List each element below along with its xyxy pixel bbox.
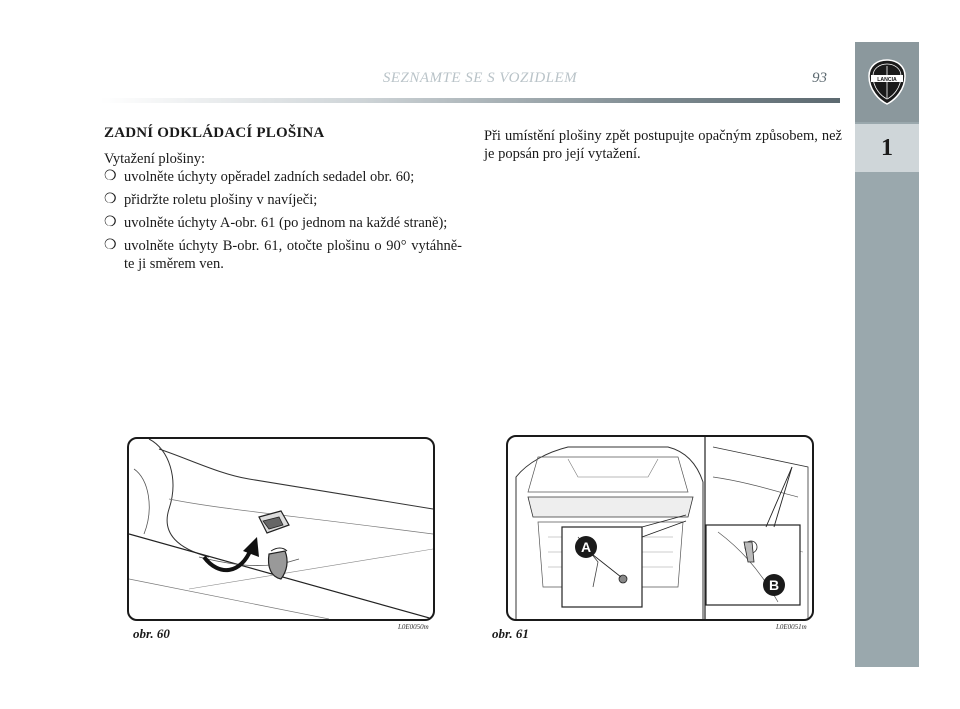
page-number: 93: [812, 70, 827, 86]
intro-text: Vytažení plošiny:: [104, 151, 206, 167]
svg-text:B: B: [768, 577, 780, 593]
bullet-circle-icon: ❍: [104, 169, 117, 184]
figure-60-code: L0E0050m: [398, 623, 429, 631]
steps-list: [104, 168, 462, 273]
chapter-number: 1: [855, 124, 919, 172]
bullet-circle-icon: ❍: [104, 192, 117, 207]
svg-text:A: A: [580, 539, 592, 555]
list-item: ❍ uvolněte úchyty A-obr. 61 (po jednom na každé straně);: [104, 215, 448, 231]
running-header: SEZNAMTE SE S VOZIDLEM: [382, 70, 578, 86]
section-title: ZADNÍ ODKLÁDACÍ PLOŠINA: [104, 125, 325, 141]
figure-61-code: L0E0051m: [776, 623, 807, 631]
header-rule: [100, 98, 840, 103]
label-b-marker: [763, 574, 785, 596]
list-item: ❍ přidržte roletu plošiny v navíječi;: [104, 192, 318, 208]
bullet-circle-icon: ❍: [104, 215, 117, 230]
seat-latch-drawing: [129, 439, 433, 619]
figure-60-illustration: [127, 437, 435, 621]
lancia-shield-icon: [867, 58, 907, 106]
bullet-circle-icon: ❍: [104, 238, 117, 253]
latch-handle-drawing: [259, 511, 289, 579]
right-column: [484, 127, 842, 163]
list-item: ❍ uvolněte úchyty B-obr. 61, otočte plošinu o 90° vytáhně-te ji směrem ven.: [104, 238, 462, 272]
left-column: [104, 124, 462, 278]
figure-61-caption: obr. 61: [492, 626, 529, 641]
reinstall-paragraph: Při umístění plošiny zpět postupujte opačným způsobem, než je popsán pro její vytažení.: [484, 128, 842, 162]
brand-logo: [855, 42, 919, 122]
label-a-marker: [575, 536, 597, 558]
figure-60-caption: obr. 60: [133, 626, 170, 641]
list-item: ❍ uvolněte úchyty opěradel zadních sedadel obr. 60;: [104, 169, 415, 185]
figure-61-illustration: [506, 435, 814, 621]
trunk-shelf-drawing: [508, 437, 812, 619]
chapter-side-tab: [855, 42, 919, 667]
svg-text:LANCIA: LANCIA: [877, 76, 897, 83]
